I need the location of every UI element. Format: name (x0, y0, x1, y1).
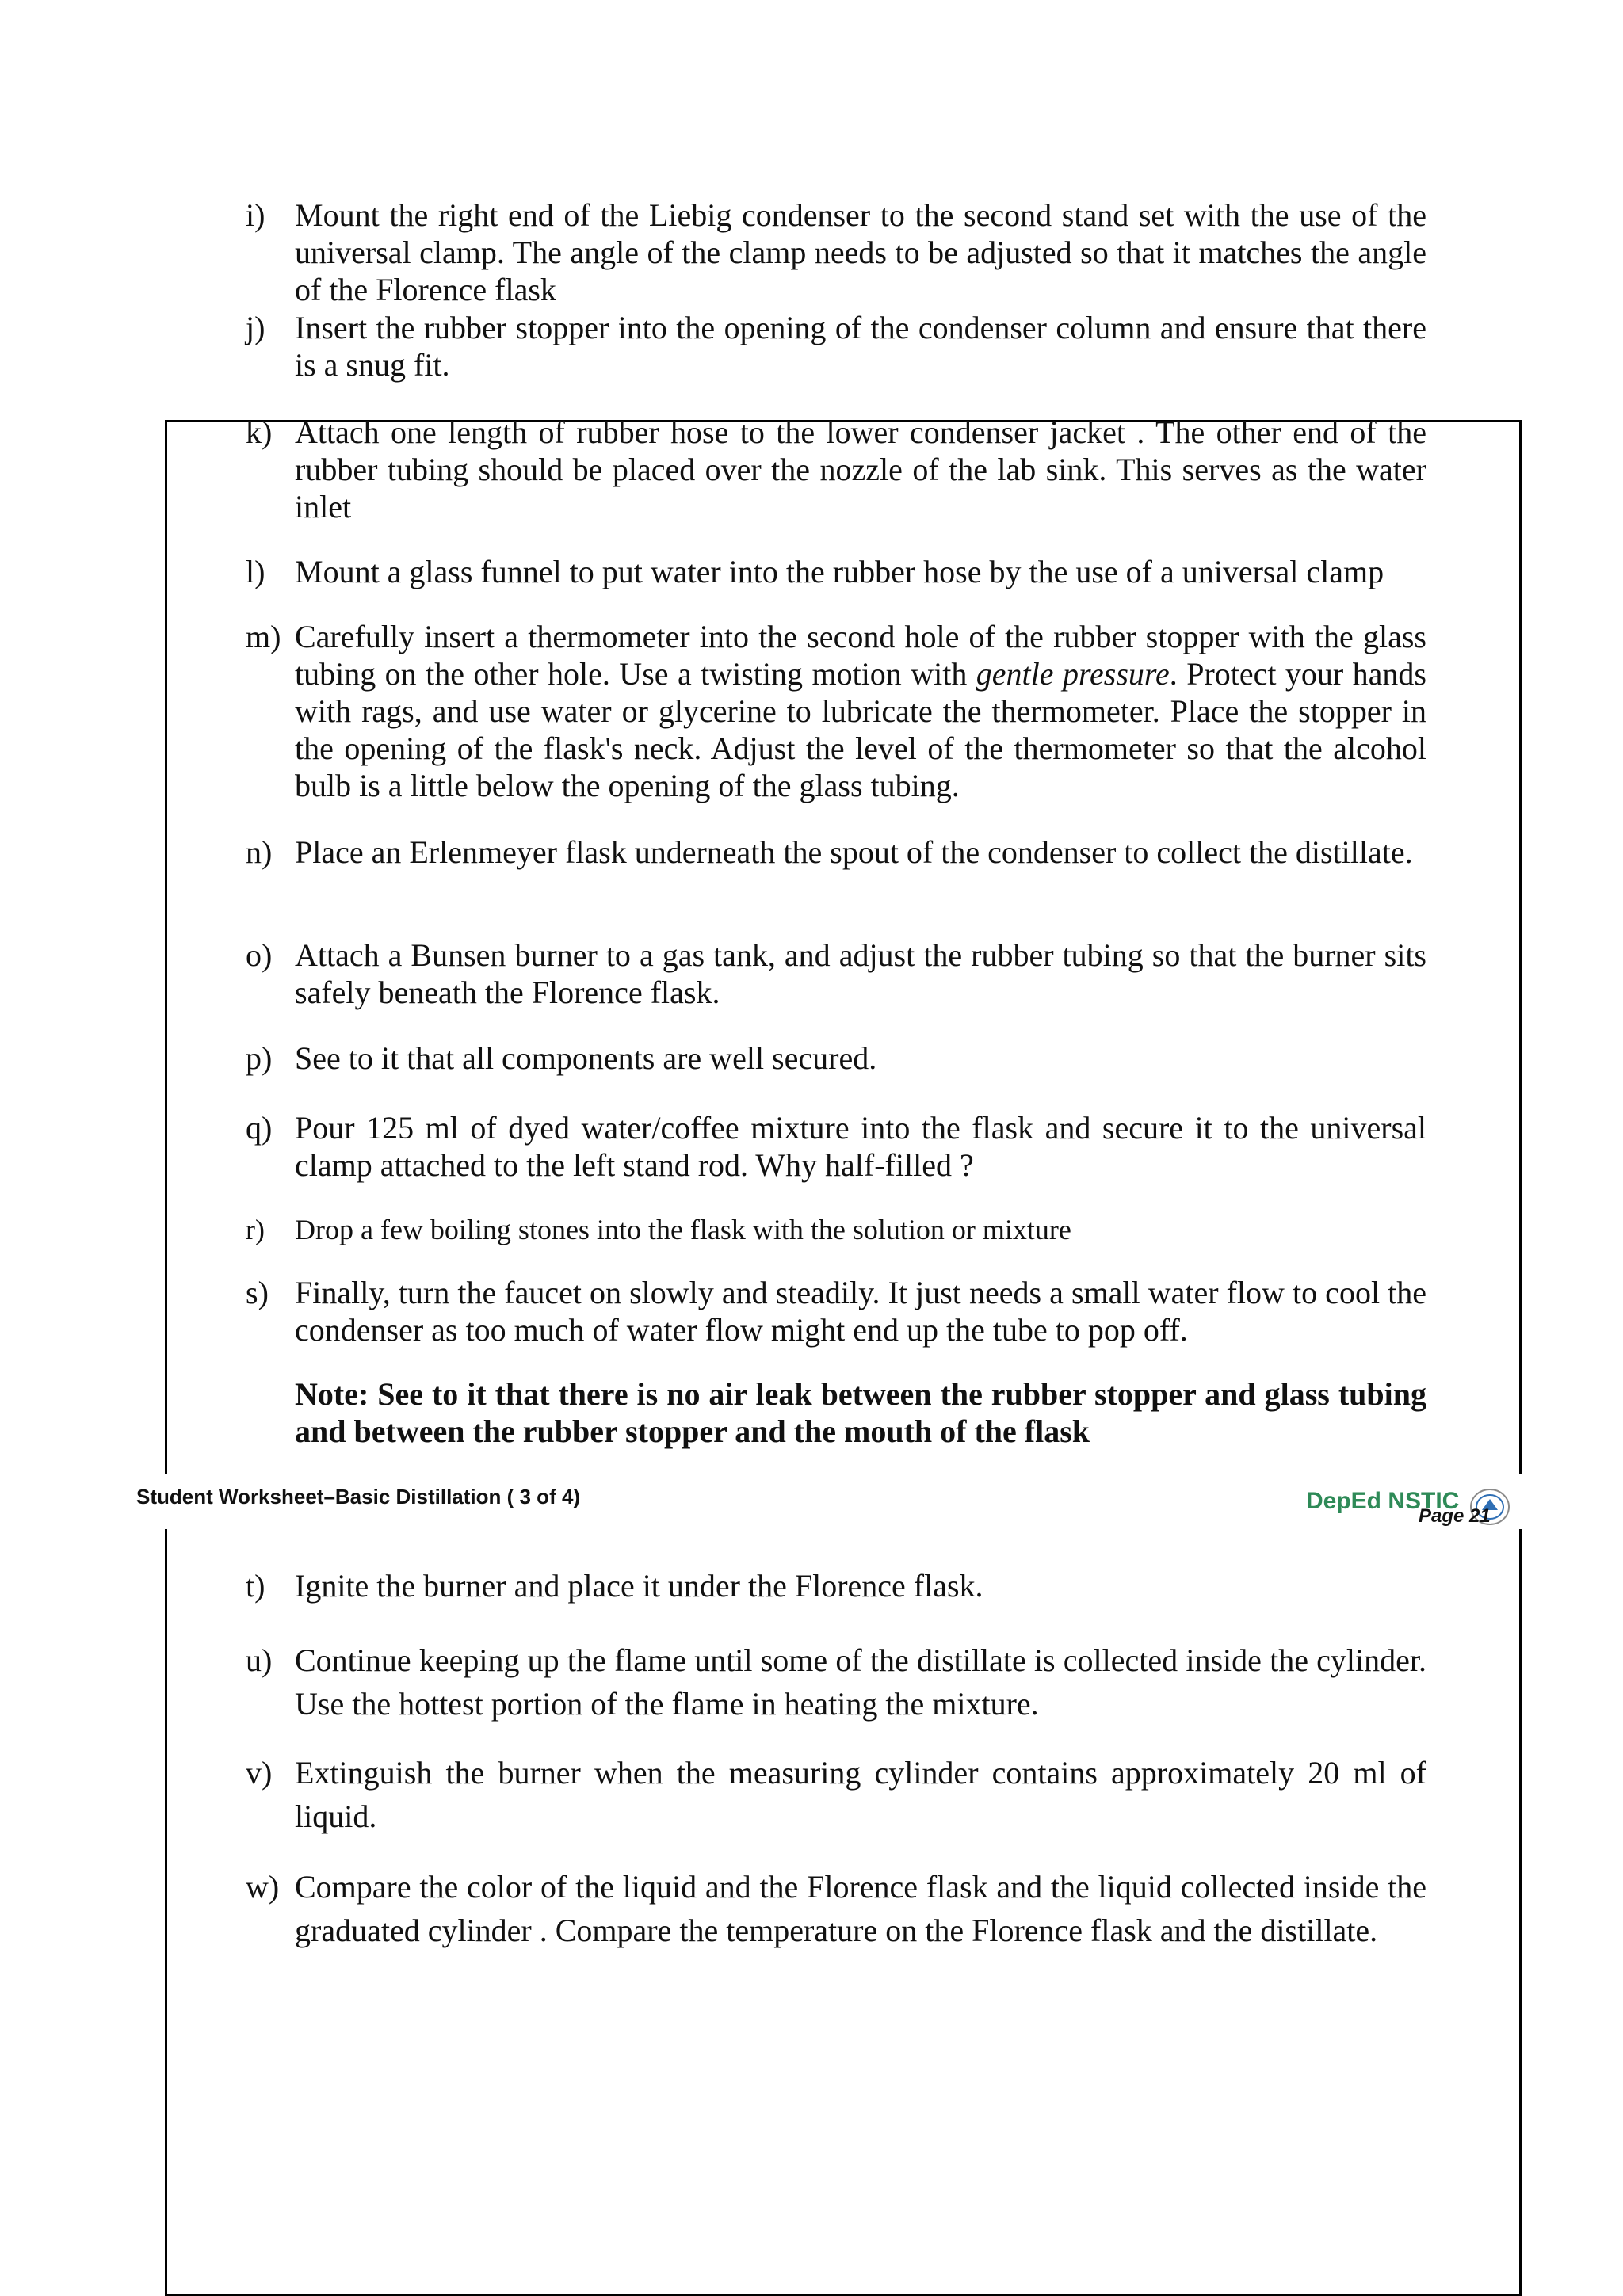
step-text: Finally, turn the faucet on slowly and steadily. It just needs a small water flow to cool the condenser as too much of water flow might end up the tube to pop off. (295, 1275, 1426, 1348)
step-text: Continue keeping up the flame until some of the distillate is collected inside the cylinder. Use the hottest portion of the flame in heating the mixture. (295, 1642, 1426, 1722)
step-l (246, 553, 1426, 590)
step-r (246, 1212, 1426, 1247)
step-text (295, 618, 1426, 804)
step-letter: j) (246, 310, 265, 345)
step-t (246, 1564, 1426, 1608)
step-letter: k) (246, 414, 273, 450)
step-letter: u) (246, 1642, 273, 1678)
step-text: See to it that all components are well secured. (295, 1040, 877, 1076)
safety-note: Note: See to it that there is no air leak between the rubber stopper and glass tubing and between the rubber stopper and the mouth of the flask (295, 1376, 1426, 1449)
step-text: Drop a few boiling stones into the flask with the solution or mixture (295, 1214, 1071, 1245)
step-letter: p) (246, 1040, 273, 1076)
step-o (246, 936, 1426, 1011)
step-text: Attach one length of rubber hose to the lower condenser jacket . The other end of the rubber tubing should be placed over the nozzle of the lab sink. This serves as the water inlet (295, 414, 1426, 524)
step-text: Mount the right end of the Liebig condenser to the second stand set with the use of the universal clamp. The angle of the clamp needs to be adjusted so that it matches the angle of the Florence flask (295, 197, 1426, 307)
step-u (246, 1638, 1426, 1726)
step-v (246, 1751, 1426, 1838)
step-letter: n) (246, 834, 273, 870)
step-text: Insert the rubber stopper into the opening of the condenser column and ensure that there is a snug fit. (295, 310, 1426, 383)
footer-logo: DepEd NSTIC (1306, 1488, 1460, 1514)
step-m (246, 618, 1426, 804)
step-w (246, 1865, 1426, 1952)
step-letter: m) (246, 619, 281, 654)
page-number: Page 21 (1419, 1505, 1491, 1527)
step-letter: o) (246, 937, 273, 973)
step-text-emphasis: gentle pressure (976, 656, 1170, 692)
step-text: Extinguish the burner when the measuring cylinder contains approximately 20 ml of liquid. (295, 1755, 1426, 1834)
step-letter: w) (246, 1869, 280, 1905)
step-text: Compare the color of the liquid and the Florence flask and the liquid collected inside the graduated cylinder . Compare the temperature on the Florence flask and the distillate. (295, 1869, 1426, 1948)
step-text-part: Carefully insert a thermometer into the second hole of the rubber stopper with the glass tubing on the other hole. Use a twisting motion with (295, 619, 1426, 692)
footer-title: Student Worksheet–Basic Distillation ( 3 of 4) (136, 1485, 581, 1508)
step-p (246, 1039, 1426, 1077)
step-text: Mount a glass funnel to put water into the rubber hose by the use of a universal clamp (295, 554, 1384, 589)
step-letter: i) (246, 197, 265, 233)
step-text: Place an Erlenmeyer flask underneath the spout of the condenser to collect the distillate. (295, 834, 1413, 870)
step-text: Ignite the burner and place it under the Florence flask. (295, 1568, 983, 1604)
step-letter: s) (246, 1275, 269, 1310)
step-letter: r) (246, 1214, 265, 1245)
step-letter: t) (246, 1568, 265, 1604)
step-n (246, 833, 1426, 871)
step-i (246, 196, 1426, 308)
step-text: Attach a Bunsen burner to a gas tank, and adjust the rubber tubing so that the burner sits safely beneath the Florence flask. (295, 937, 1426, 1010)
step-q (246, 1109, 1426, 1184)
step-text: Pour 125 ml of dyed water/coffee mixture into the flask and secure it to the universal clamp attached to the left stand rod. Why half-filled ? (295, 1110, 1426, 1183)
step-s (246, 1274, 1426, 1348)
step-text-part: . Protect your hands with rags, and use water or glycerine to lubricate the thermometer. Place the stopper in the opening of the flask's neck. Adjust the level of the thermometer so that the alcohol bulb is a little below the opening of the glass tubing. (295, 656, 1426, 803)
step-letter: v) (246, 1755, 273, 1791)
step-j (246, 309, 1426, 383)
step-k (246, 414, 1426, 525)
step-letter: l) (246, 554, 265, 589)
step-letter: q) (246, 1110, 273, 1146)
